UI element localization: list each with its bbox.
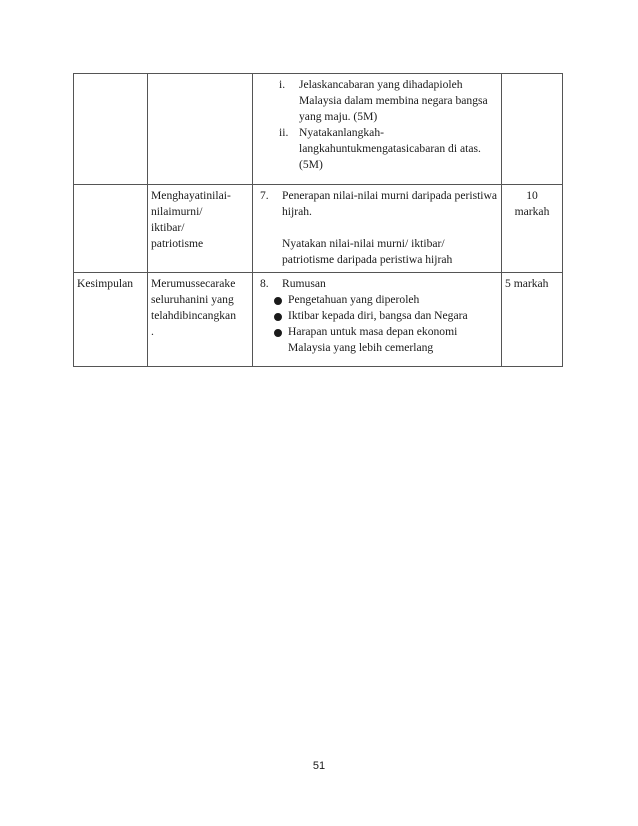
table-row <box>74 273 563 367</box>
sub-question-number: i. <box>279 78 286 91</box>
cell-empty <box>502 74 563 185</box>
bullet-list <box>256 292 498 356</box>
skill-line: seluruhanini yang <box>151 293 234 306</box>
question-number: 7. <box>260 189 269 202</box>
skill-line: iktibar/ <box>151 221 185 234</box>
skill-line: . <box>151 325 154 338</box>
sub-question <box>279 77 498 125</box>
sub-question <box>279 125 498 173</box>
list-item: Harapan untuk masa depan ekonomi Malaysia yang lebih cemerlang <box>274 324 498 356</box>
skill-line: patriotisme <box>151 237 204 250</box>
question-number: 8. <box>260 277 269 290</box>
bullet-icon <box>274 329 282 337</box>
cell-skill <box>148 185 253 273</box>
question-table <box>73 73 563 367</box>
skill-line: nilaimurni/ <box>151 205 203 218</box>
list-item: Pengetahuan yang diperoleh <box>274 292 498 308</box>
question <box>256 188 498 268</box>
cell-empty <box>74 74 148 185</box>
table-row <box>74 185 563 273</box>
list-item: Iktibar kepada diri, bangsa dan Negara <box>274 308 498 324</box>
marks-unit: markah <box>514 205 550 218</box>
sub-question-number: ii. <box>279 126 289 139</box>
question-instruction: Nyatakan nilai-nilai murni/ iktibar/ patriotisme daripada peristiwa hijrah <box>282 237 453 266</box>
cell-empty <box>74 185 148 273</box>
skill-line: telahdibincangkan <box>151 309 236 322</box>
question-text: Penerapan nilai-nilai murni daripada peristiwa hijrah. <box>282 189 498 218</box>
cell-skill <box>148 273 253 367</box>
cell-marks <box>502 185 563 273</box>
page-number: 51 <box>312 760 326 772</box>
cell-questions <box>253 74 502 185</box>
cell-section: Kesimpulan <box>74 273 148 367</box>
table-row <box>74 74 563 185</box>
sub-question-text: Jelaskancabaran yang dihadapioleh Malaysia dalam membina negara bangsa yang maju. (5M) <box>299 78 488 123</box>
cell-question <box>253 273 502 367</box>
cell-empty <box>148 74 253 185</box>
marks-value: 10 <box>526 189 538 202</box>
cell-question <box>253 185 502 273</box>
skill-line: Merumussecarake <box>151 277 236 290</box>
cell-marks: 5 markah <box>502 273 563 367</box>
skill-line: Menghayatinilai- <box>151 189 231 202</box>
bullet-icon <box>274 313 282 321</box>
question <box>256 276 498 292</box>
sub-question-text: Nyatakanlangkah-langkahuntukmengatasicabaran di atas.(5M) <box>299 126 481 171</box>
bullet-icon <box>274 297 282 305</box>
question-text: Rumusan <box>282 277 326 290</box>
